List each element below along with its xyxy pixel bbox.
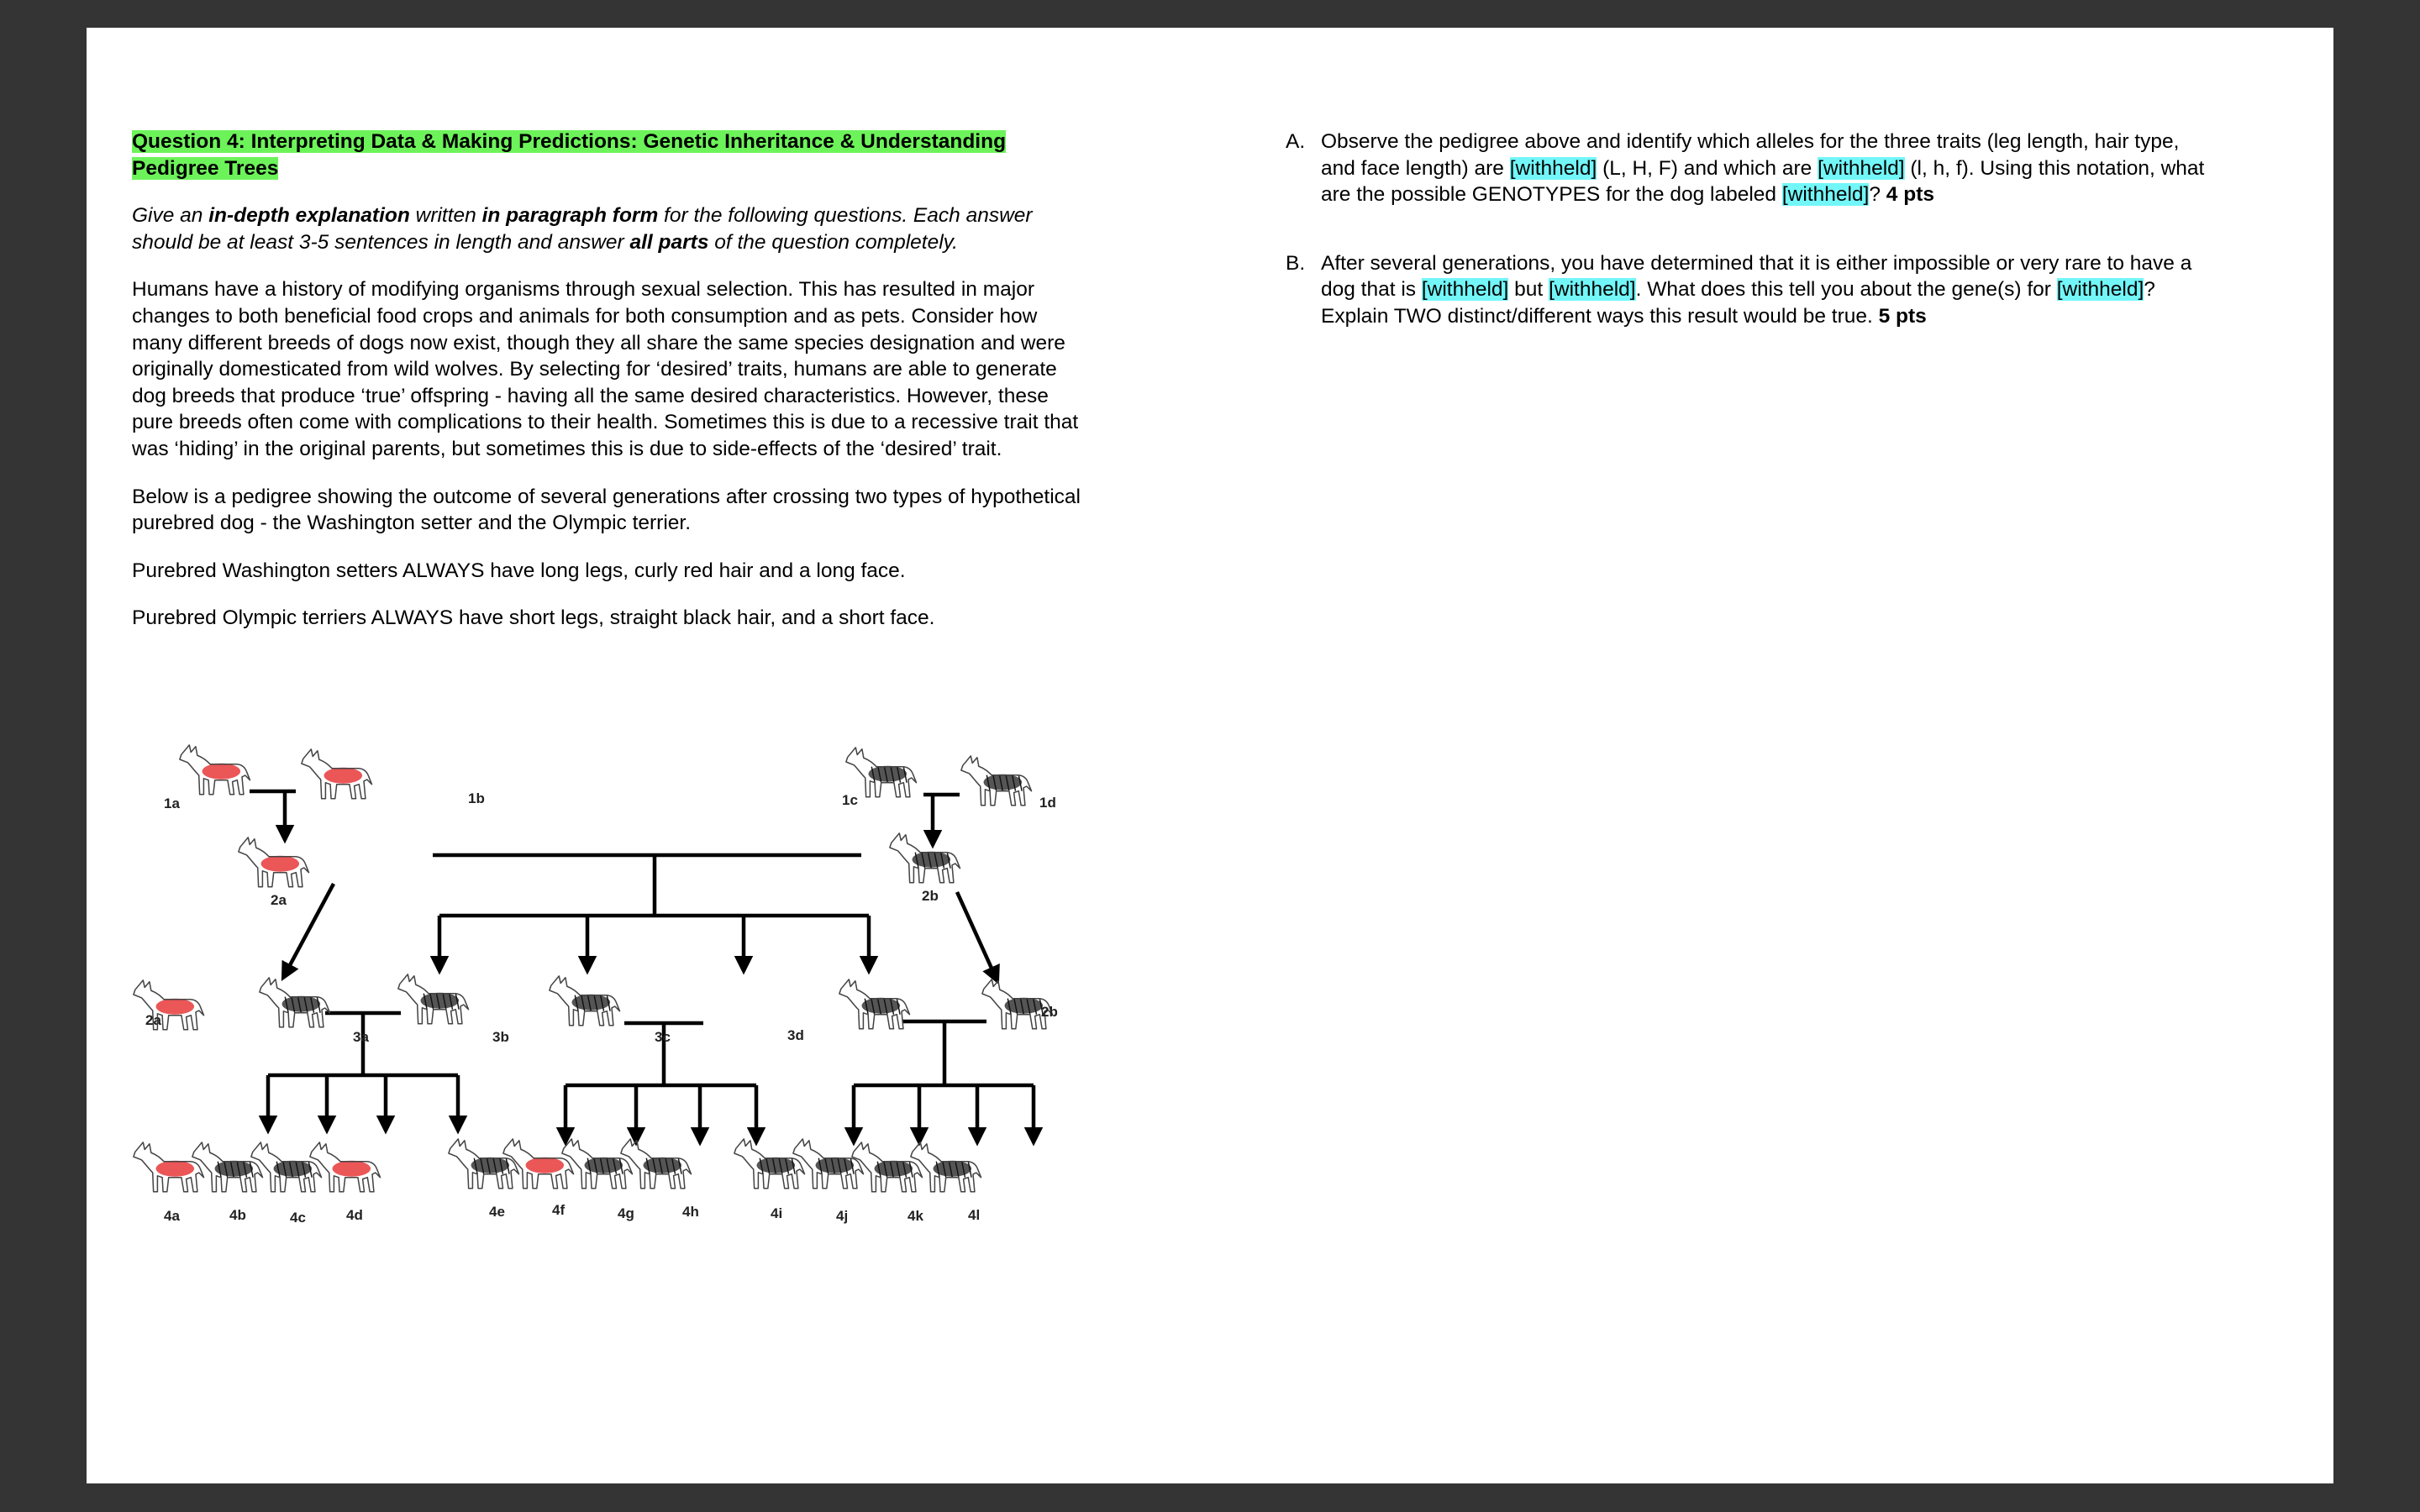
title-highlight: Question 4: Interpreting Data & Making Predictions: Genetic Inheritance & Understanding Pedigree Trees: [132, 130, 1007, 180]
pedigree-dog-3a: [260, 978, 330, 1027]
dog-label-4c: 4c: [290, 1210, 306, 1226]
question-b: [1286, 250, 2218, 330]
setter-description: Purebred Washington setters ALWAYS have long legs, curly red hair and a long face.: [132, 559, 906, 582]
qb-highlight-2: [withheld]: [1549, 278, 1636, 302]
pedigree-dog-1c: [846, 748, 917, 797]
dog-label-4l: 4l: [968, 1207, 981, 1223]
question-column: [132, 129, 1081, 653]
dog-coat: [324, 768, 363, 784]
dog-label-3a: 3a: [353, 1029, 369, 1045]
qa-highlight-2: [withheld]: [1818, 156, 1905, 180]
instr-text-3: for the following questions. Each answer should be at least 3-5 sentences in length and answer: [132, 204, 1033, 254]
qa-highlight-1: [withheld]: [1509, 156, 1597, 180]
dog-label-4b: 4b: [229, 1207, 246, 1223]
dog-label-4g: 4g: [618, 1205, 634, 1221]
qa-text-3: (l, h, f). Using this notation, what are the possible GENOTYPES for the dog labeled: [1321, 156, 2205, 207]
pedigree-description: Below is a pedigree showing the outcome of several generations after crossing two types of hypothetical purebred dog - the Washington setter and the Olympic terrier.: [132, 485, 1081, 535]
answer-questions: [1286, 129, 2218, 330]
pedigree-dog-2a: [134, 980, 204, 1030]
dog-coat: [333, 1161, 371, 1177]
dog-label-4d: 4d: [346, 1207, 363, 1223]
pedigree-dog-4e: [449, 1139, 519, 1189]
dog-coat: [526, 1158, 565, 1173]
instr-bold-3: all parts: [629, 230, 709, 254]
instructions: [132, 202, 1081, 255]
dog-label-4i: 4i: [771, 1205, 783, 1221]
pedigree-dog-1a: [180, 745, 250, 795]
pedigree-dog-2b: [890, 833, 960, 883]
pedigree-dog-4k: [852, 1142, 923, 1192]
qa-text-1: Observe the pedigree above and identify which alleles for the three traits (leg length, hair type, and face length) are: [1321, 130, 2180, 180]
dog-label-4f: 4f: [552, 1202, 566, 1218]
dog-label-1d: 1d: [1039, 795, 1056, 811]
qa-highlight-3: [withheld]: [1781, 183, 1870, 207]
pedigree-dog-4f: [503, 1139, 574, 1189]
intro-paragraph: Humans have a history of modifying organisms through sexual selection. This has resulted in major changes to both beneficial food crops and animals for both consumption and as pets. Consider how many different breeds of dogs now exist, though they all share the same species designation and were originally domesticated from wild wolves. By selecting for ‘desired’ traits, humans are able to generate dog breeds that produce ‘true’ offspring - having all the same desired characteristics. However, these pure breeds often come with complications to their health. Sometimes this is due to a recessive trait that was ‘hiding’ in the original parents, but sometimes this is due to side-effects of the ‘desired’ trait.: [132, 278, 1079, 460]
question-a: [1286, 129, 2218, 208]
pedigree-dog-4h: [621, 1139, 692, 1189]
terrier-description: Purebred Olympic terriers ALWAYS have short legs, straight black hair, and a short face.: [132, 606, 935, 630]
pedigree-dog-4b: [192, 1142, 263, 1192]
dog-coat: [156, 999, 195, 1015]
dog-label-1a: 1a: [164, 795, 180, 811]
pedigree-dog-4i: [734, 1139, 805, 1189]
pedigree-dog-3c: [550, 976, 620, 1026]
dog-coat: [261, 856, 300, 872]
dog-label-2a: 2a: [145, 1012, 161, 1028]
qb-text-3: . What does this tell you about the gene(s) for: [1635, 278, 2057, 302]
pedigree-dog-2a: [239, 837, 309, 887]
question-a-label: A.: [1286, 130, 1306, 153]
pedigree-dog-4g: [562, 1139, 633, 1189]
dog-label-4a: 4a: [164, 1208, 180, 1224]
instr-text-1: Give an: [132, 204, 209, 228]
pedigree-dog-4j: [793, 1139, 864, 1189]
pedigree-line: [283, 884, 334, 978]
dog-label-4k: 4k: [908, 1208, 923, 1224]
qa-text-2: (L, H, F) and which are: [1597, 156, 1818, 180]
dog-label-2b: 2b: [922, 888, 939, 904]
pedigree-dog-1d: [961, 756, 1032, 806]
dog-label-3d: 3d: [787, 1027, 804, 1043]
pedigree-line: [957, 892, 997, 981]
pedigree-svg: [132, 739, 1081, 1235]
dog-label-3c: 3c: [655, 1029, 671, 1045]
pedigree-dog-3b: [398, 974, 469, 1024]
dog-label-4h: 4h: [682, 1204, 699, 1220]
pedigree-diagram: [132, 739, 1081, 1235]
dog-coat: [203, 764, 241, 780]
pedigree-dog-4l: [911, 1142, 981, 1192]
qb-points: 5 pts: [1878, 304, 1927, 328]
dog-label-4j: 4j: [836, 1208, 849, 1224]
pedigree-dog-1b: [302, 749, 372, 799]
qa-points: 4 pts: [1886, 183, 1934, 207]
dog-label-2b: 2b: [1041, 1004, 1058, 1020]
question-title: [132, 129, 1081, 181]
dog-label-3b: 3b: [492, 1029, 509, 1045]
pedigree-dog-3d: [839, 979, 910, 1029]
qb-text-2: but: [1508, 278, 1549, 302]
pedigree-dog-4c: [251, 1142, 322, 1192]
dog-coat: [156, 1161, 195, 1177]
qb-text-4: ? Explain TWO distinct/different ways this result would be true.: [1321, 278, 2155, 328]
instr-bold-2: in paragraph form: [481, 204, 659, 228]
pedigree-dog-4a: [134, 1142, 204, 1192]
instr-bold-1: in-depth explanation: [208, 204, 410, 228]
instr-text-4: of the question completely.: [708, 230, 958, 254]
qb-highlight-1: [withheld]: [1421, 278, 1509, 302]
pedigree-dog-4d: [310, 1142, 381, 1192]
qa-text-4: ?: [1869, 183, 1886, 207]
qb-text-1: After several generations, you have determined that it is either impossible or very rare to have a dog that is: [1321, 251, 2192, 302]
question-b-label: B.: [1286, 251, 1306, 275]
dog-label-1b: 1b: [468, 790, 485, 806]
dog-label-4e: 4e: [489, 1204, 505, 1220]
qb-highlight-3: [withheld]: [2056, 278, 2144, 302]
dog-label-1c: 1c: [842, 792, 858, 808]
dog-label-2a: 2a: [271, 892, 287, 908]
instr-text-2: written: [409, 204, 482, 228]
